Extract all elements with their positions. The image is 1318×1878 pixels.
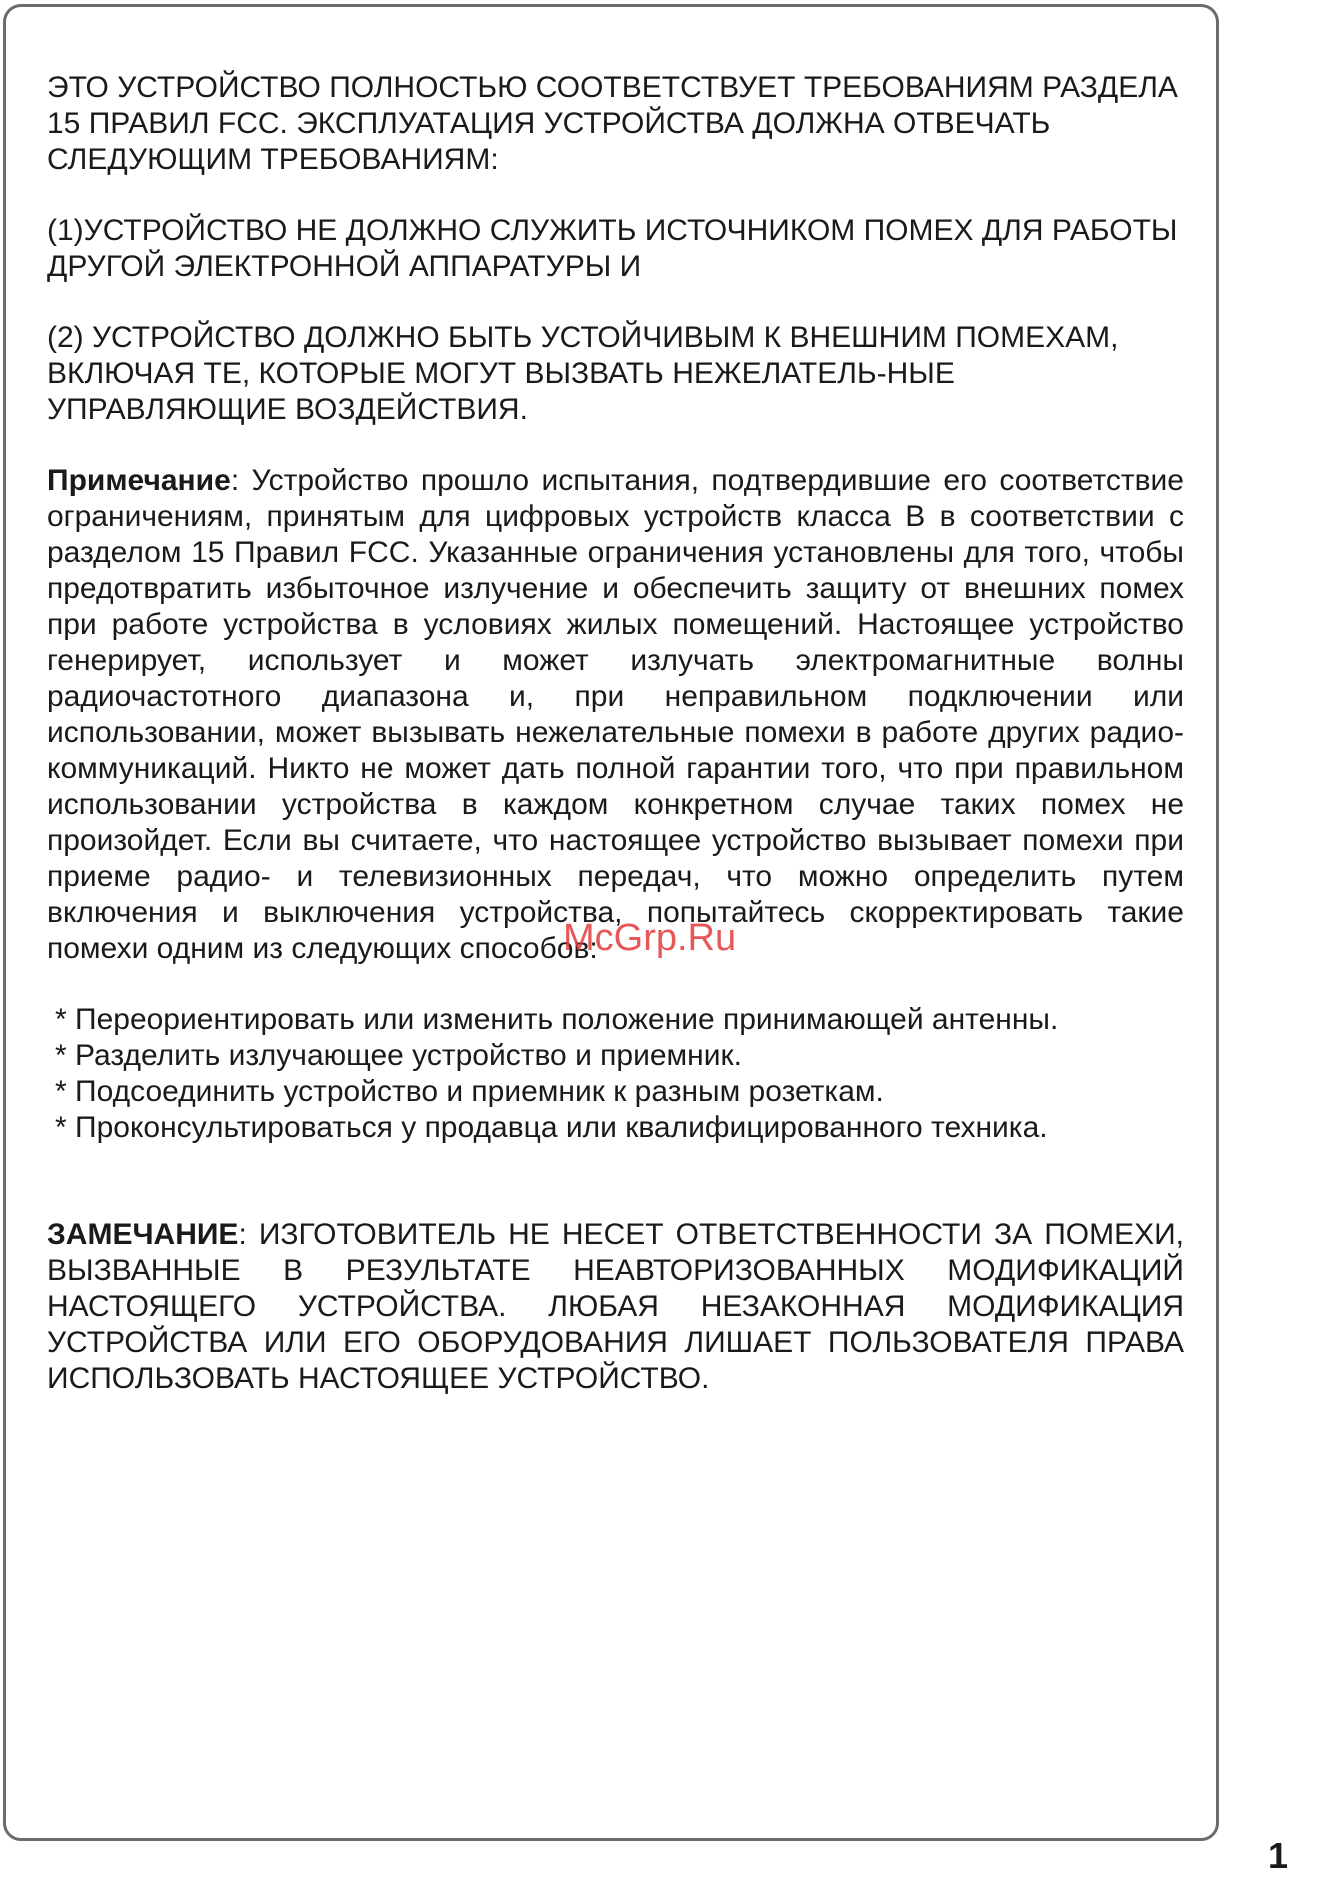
warning-label: ЗАМЕЧАНИЕ xyxy=(47,1218,239,1251)
intro-paragraph: ЭТО УСТРОЙСТВО ПОЛНОСТЬЮ СООТВЕТСТВУЕТ ТРЕБОВАНИЯМ РАЗДЕЛА 15 ПРАВИЛ FCC. ЭКСПЛУАТАЦИЯ УСТРОЙСТВА ДОЛЖНА ОТВЕЧАТЬ СЛЕДУЮЩИМ ТРЕБОВАНИЯМ: xyxy=(47,71,1178,176)
requirement-2-paragraph: (2) УСТРОЙСТВО ДОЛЖНО БЫТЬ УСТОЙЧИВЫМ К ВНЕШНИМ ПОМЕХАМ, ВКЛЮЧАЯ ТЕ, КОТОРЫЕ МОГУТ ВЫЗВАТЬ НЕЖЕЛАТЕЛЬ-НЫЕ УПРАВЛЯЮЩИЕ ВОЗДЕЙСТВИЯ. xyxy=(47,321,1119,426)
note-paragraph xyxy=(47,463,1184,967)
warning-text: : ИЗГОТОВИТЕЛЬ НЕ НЕСЕТ ОТВЕТСТВЕННОСТИ ЗА ПОМЕХИ, ВЫЗВАННЫЕ В РЕЗУЛЬТАТЕ НЕАВТОРИЗОВАННЫХ МОДИФИКАЦИЙ НАСТОЯЩЕГО УСТРОЙСТВА. ЛЮБАЯ НЕЗАКОННАЯ МОДИФИКАЦИЯ УСТРОЙСТВА ИЛИ ЕГО ОБОРУДОВАНИЯ ЛИШАЕТ ПОЛЬЗОВАТЕЛЯ ПРАВА ИСПОЛЬЗОВАТЬ НАСТОЯЩЕЕ УСТРОЙСТВО. xyxy=(47,1218,1184,1395)
list-item: * Разделить излучающее устройство и приемник. xyxy=(55,1039,742,1072)
note-text: : Устройство прошло испытания, подтвердившие его соответствие ограничениям, принятым для цифровых устройств класса B в соответствии с разделом 15 Правил FCC. Указанные ограничения установлены для того, чтобы предотвратить избыточное излучение и обеспечить защиту от внешних помех при работе устройства в условиях жилых помещений. Настоящее устройство генерирует, использует и может излучать электромагнитные волны радиочастотного диапазона и, при неправильном подключении или использовании, может вызывать нежелательные помехи в работе других радио-коммуникаций. Никто не может дать полной гарантии того, что при правильном использовании устройства в каждом конкретном случае таких помех не произойдет. Если вы считаете, что настоящее устройство вызывает помехи при приеме радио- и телевизионных передач, что можно определить путем включения и выключения устройства, попытайтесь скорректировать такие помехи одним из следующих способов: xyxy=(47,464,1184,965)
page-number: 1 xyxy=(1268,1835,1289,1876)
list-item: * Переориентировать или изменить положение принимающей антенны. xyxy=(55,1003,1059,1036)
list-item: * Подсоединить устройство и приемник к разным розеткам. xyxy=(55,1075,884,1108)
warning-paragraph xyxy=(47,1217,1184,1397)
watermark: McGrp.Ru xyxy=(563,917,737,959)
list-item: * Проконсультироваться у продавца или квалифицированного техника. xyxy=(55,1111,1048,1144)
note-label: Примечание xyxy=(47,464,231,497)
requirement-1-paragraph: (1)УСТРОЙСТВО НЕ ДОЛЖНО СЛУЖИТЬ ИСТОЧНИКОМ ПОМЕХ ДЛЯ РАБОТЫ ДРУГОЙ ЭЛЕКТРОННОЙ АППАРАТУРЫ И xyxy=(47,214,1178,283)
remedy-list xyxy=(47,1002,1184,1146)
document-body xyxy=(47,70,1184,1397)
